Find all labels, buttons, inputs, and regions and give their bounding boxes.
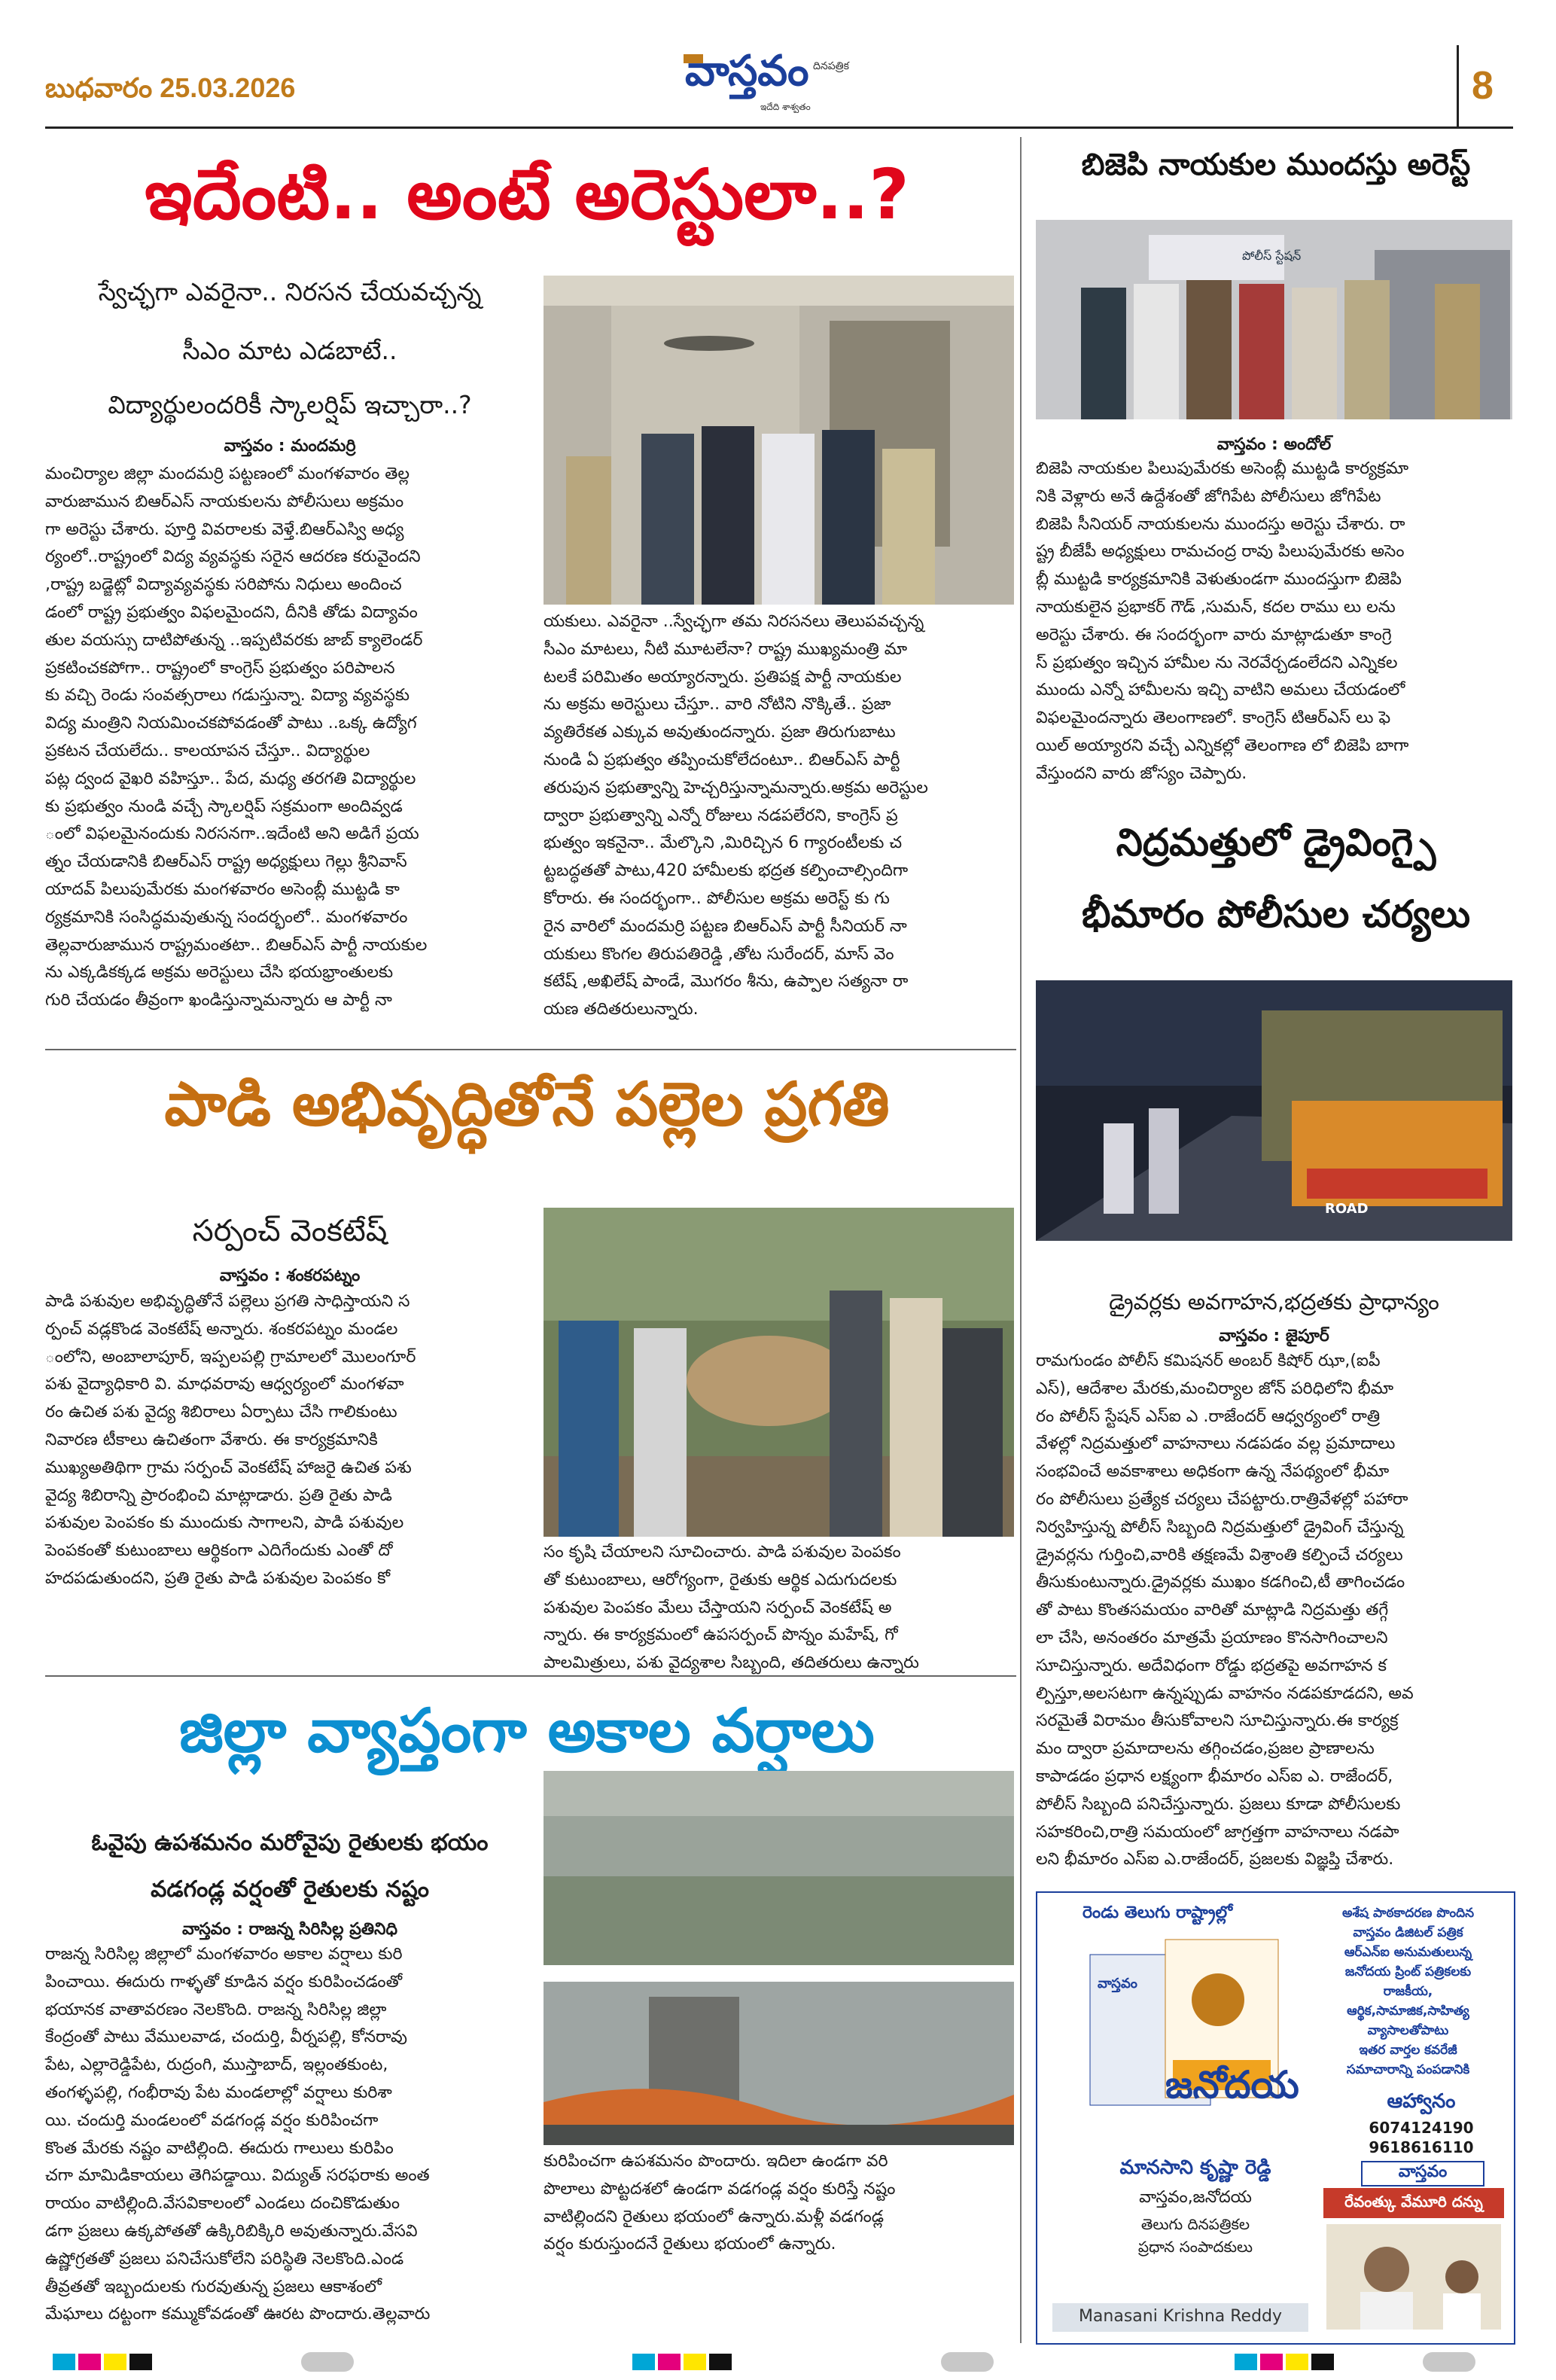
story1-dateline: వాస్తవం : మందమర్రి	[224, 437, 356, 456]
masthead-title: వాస్తవం	[685, 47, 809, 96]
text-line: డంలో రాష్ట్ర ప్రభుత్వం విఫలమైందని, దీనికి తోడు విద్యావం	[45, 602, 418, 622]
story1-col1	[45, 461, 546, 1015]
registration-mark	[1311, 2354, 1334, 2370]
text-line: సరమైతే విరామం తీసుకోవాలని సూచిస్తున్నారు.ఈ కార్యక్ర	[1036, 1711, 1399, 1731]
text-line: ఉష్ణోగ్రతతో ప్రజలు పనిచేసుకోలేని పరిస్థితి నెలకొంది.ఎండ	[45, 2249, 404, 2269]
text-line: కాపాడడం ప్రధాన లక్ష్యంగా భీమారం ఎస్ఐ ఎ. రాజేందర్,	[1036, 1766, 1393, 1786]
story1-subhead-2: సీఎం మాట ఎడబాటే..	[182, 336, 397, 365]
text-line: పాలమిత్రులు, పశు వైద్యశాల సిబ్బంది, తదితరులు ఉన్నారు	[544, 1653, 919, 1673]
text-line: నాయకులైన ప్రభాకర్ గౌడ్ ,సుమన్, కదల రాము లు లను	[1036, 597, 1396, 617]
text-line: లా చేసి, అనంతరం మాత్రమే ప్రయాణం కొనసాగించాలని	[1036, 1628, 1388, 1647]
registration-mark	[53, 2354, 75, 2370]
text-line: రామగుండం పోలీస్ కమిషనర్ అంబర్ కిషోర్ ఝా,(ఐపీ	[1036, 1352, 1381, 1370]
text-line: టలకే పరిమితం అయ్యారన్నారు. ప్రతిపక్ష పార్టీ నాయకుల	[544, 667, 902, 687]
text-line: పేట, ఎల్లారెడ్డిపేట, రుద్రంగి, ముస్తాబాద్, ఇల్లంతకుంట,	[45, 2055, 388, 2075]
story2-dateline: వాస్తవం : అందోల్	[1216, 435, 1332, 454]
text-line: కురిపించగా ఉపశమనం పొందారు. ఇదిలా ఉండగా వరి	[544, 2152, 888, 2171]
ad-editor-name: మానసాని కృష్ణా రెడ్డి	[1119, 2156, 1271, 2179]
ad-mini-paper-title: వాస్తవం	[1098, 1976, 1137, 1991]
story5-photo-rain	[544, 1771, 1014, 1965]
story1-subhead-3: విద్యార్థులందరికీ స్కాలర్షిప్ ఇచ్చారా..?	[108, 390, 472, 419]
text-line: ంలోని, అంబాలాపూర్, ఇప్పలపల్లి గ్రామాలలో మొలంగూర్	[45, 1347, 416, 1367]
text-line: హదపడుతుందని, ప్రతి రైతు పాడి పశువుల పెంపకం కో	[45, 1568, 391, 1588]
text-line: చగా మామిడికాయలు తెగిపడ్డాయి. విద్యుత్ సరఫరాకు అంత	[45, 2166, 430, 2186]
ad-line: వ్యాసాలతోపాటు	[1367, 2023, 1449, 2038]
masthead-tagline: ఇదేది శాశ్వతం	[760, 102, 811, 112]
registration-mark	[1423, 2352, 1475, 2372]
story3-photo	[1036, 980, 1512, 1241]
ad-line: ఆర్ఎన్ఐ అనుమతులున్న	[1344, 1945, 1472, 1960]
text-line: ర్పంచ్ వడ్లకొండ వెంకటేష్ అన్నారు. శంకరపట్నం మండల	[45, 1319, 398, 1339]
story5-photo-tower	[544, 1982, 1014, 2145]
text-line: నికి వెళ్లారు అనే ఉద్దేశంతో జోగిపేట పోలీసులు జోగిపేట	[1036, 486, 1381, 506]
story5-col2	[544, 2148, 1014, 2259]
text-line: తెల్లవారుజామున రాష్ట్రమంతటా.. బిఆర్ఎస్ పార్టీ నాయకుల	[45, 935, 428, 955]
story1-headline: ఇదేంటి.. అంటే అరెస్టులా..?	[145, 154, 909, 235]
story4-subhead: సర్పంచ్ వెంకటేష్	[192, 1214, 388, 1248]
text-line: యిల్ అయ్యారని వచ్చే ఎన్నికల్లో తెలంగాణ లో బిజెపి బాగా	[1036, 736, 1409, 755]
text-line: ట్టబద్ధతతో పాటు,420 హామీలకు భద్రత కల్పించాల్సిందిగా	[544, 861, 909, 881]
text-line: నుండి ఏ ప్రభుత్వం తప్పించుకోలేదంటూ.. బిఆర్ఎస్ పార్టీ	[544, 750, 900, 769]
text-line: తో కుటుంబాలు, ఆరోగ్యంగా, రైతుకు ఆర్థిక ఎదుగుదలకు	[544, 1570, 897, 1589]
column-divider	[1020, 137, 1022, 2343]
text-line: ముందు ఎన్నో హామీలను ఇచ్చి వాటిని అమలు చేయడంలో	[1036, 681, 1405, 700]
story1-photo	[544, 276, 1014, 605]
registration-mark	[709, 2354, 732, 2370]
text-line: ప్రకటన చేయలేదు.. కాలయాపన చేస్తూ.. విద్యార్థుల	[45, 741, 370, 760]
text-line: యకులు. ఎవరైనా ..స్వేచ్ఛగా తమ నిరసనలు తెలుపవచ్చన్న	[544, 612, 924, 631]
ad-editor-org: వాస్తవం,జనోదయ	[1139, 2188, 1252, 2207]
registration-mark	[941, 2352, 994, 2372]
text-line: వేస్తుందని వారు జోస్యం చెప్పారు.	[1036, 763, 1247, 783]
story2-headline: బిజెపి నాయకుల ముందస్తు అరెస్ట్	[1081, 148, 1471, 182]
registration-mark	[104, 2354, 126, 2370]
text-line: సహకరించి,రాత్రి సమయంలో జాగ్రత్తగా వాహనాలు నడపా	[1036, 1822, 1399, 1842]
text-line: యణ తదితరులున్నారు.	[544, 1000, 699, 1019]
text-line: పట్ల ద్వంద వైఖరి వహిస్తూ.. పేద, మధ్య తరగతి విద్యార్థుల	[45, 769, 416, 788]
story3-body	[1036, 1348, 1512, 1874]
registration-mark	[684, 2354, 706, 2370]
text-line: రైన వారిలో మందమర్రి పట్టణ బిఆర్ఎస్ పార్టీ సీనియర్ నా	[544, 916, 907, 936]
ad-call-text: రేవంత్కు వేమూరి దన్ను	[1344, 2193, 1483, 2211]
text-line: వారుజామున బిఆర్ఎస్ నాయకులను పోలీసులు అక్రమం	[45, 492, 404, 511]
text-line: రం ఉచిత పశు వైద్య శిబిరాలు ఏర్పాటు చేసి గాలికుంటు	[45, 1403, 397, 1422]
text-line: ల్పిస్తూ,అలసటగా ఉన్నప్పుడు వాహనం నడపకూడదని, అవ	[1036, 1684, 1414, 1703]
ad-line: సమాచారాన్ని పంపడానికి	[1346, 2062, 1470, 2077]
text-line: వర్షం కురుస్తుందనే రైతులు భయంలో ఉన్నారు.	[544, 2235, 836, 2254]
story5-col1	[45, 1941, 538, 2329]
story3-headline-line2: భీమారం పోలీసుల చర్యలు	[1081, 892, 1470, 936]
section-rule	[45, 1049, 1016, 1050]
text-line: పాడి పశువుల అభివృద్ధితోనే పల్లెలు ప్రగతి సాధిస్తాయని స	[45, 1292, 410, 1311]
registration-mark	[632, 2354, 655, 2370]
text-line: విద్య మంత్రిని నియమించకపోవడంతో పాటు ..ఒక్క ఉద్యోగ	[45, 714, 417, 733]
text-line: వ్యతిరేకత ఎక్కువ అవుతుందన్నారు. ప్రజా తిరుగుబాటు	[544, 723, 896, 742]
text-line: సం కృషి చేయాలని సూచించారు. పాడి పశువుల పెంపకం	[544, 1543, 901, 1562]
text-line: యకులు కొంగల తిరుపతిరెడ్డి ,తోట సురేందర్, మాస్ వెం	[544, 944, 894, 964]
ad-phone-1: 6074124190	[1369, 2119, 1474, 2137]
registration-mark	[1286, 2354, 1308, 2370]
text-line: సంభవించే అవకాశాలు అధికంగా ఉన్న నేపథ్యంలో భీమా	[1036, 1462, 1390, 1482]
text-line: తుల వయస్సు దాటిపోతున్న ..ఇప్పటివరకు జాబ్ క్యాలెండర్	[45, 630, 423, 650]
ad-janodaya-logo: జనోదయ	[1165, 2063, 1299, 2107]
section-rule	[45, 1675, 1016, 1677]
story5-dateline: వాస్తవం : రాజన్న సిరిసిల్ల ప్రతినిధి	[181, 1920, 398, 1939]
ad-footer-name: Manasani Krishna Reddy	[1078, 2307, 1283, 2326]
story2-body	[1036, 456, 1512, 788]
text-line: పెంపకంతో కుటుంబాలు ఆర్థికంగా ఎదిగేందుకు ఎంతో దో	[45, 1541, 393, 1561]
text-line: స్ ప్రభుత్వం ఇచ్చిన హామీల ను నెరవేర్చడంలేదని ఎన్నికల	[1036, 653, 1398, 672]
story4-headline: పాడి అభివృద్ధితోనే పల్లెల ప్రగతి	[164, 1069, 890, 1139]
ad-right-copy	[1308, 1903, 1508, 2080]
text-line: యాదవ్ పిలుపుమేరకు మంగళవారం అసెంబ్లీ ముట్టడి కా	[45, 879, 400, 899]
ad-phone-2: 9618616110	[1369, 2138, 1474, 2156]
text-line: బ్లీ ముట్టడి కార్యక్రమానికి వెళుతుండగా ముందస్తుగా బిజెపి	[1036, 570, 1402, 590]
text-line: కు ప్రభుత్వం నుండి వచ్చే స్కాలర్షిప్ సక్రమంగా అందివ్వడ	[45, 797, 403, 816]
story2-photo-label: పోలీస్ స్టేషన్	[1242, 248, 1302, 263]
text-line: తో పాటు కొంతసమయం వారితో మాట్లాడి నిద్రమత్తు తగ్గే	[1036, 1601, 1389, 1620]
text-line: కోరారు. ఈ సందర్భంగా.. పోలీసుల అక్రమ అరెస్ట్ కు గు	[544, 888, 890, 908]
ad-line: జనోదయ ప్రింట్ పత్రికలకు	[1344, 1964, 1472, 1979]
story5-headline: జిల్లా వ్యాప్తంగా అకాల వర్షాలు	[179, 1696, 875, 1766]
text-line: డ్రైవర్లను గుర్తించి,వారికి తక్షణమే విశ్రాంతి కల్పించే చర్యలు	[1036, 1545, 1403, 1565]
ad-desc-1: తెలుగు దినపత్రికల	[1140, 2215, 1250, 2233]
registration-mark	[658, 2354, 681, 2370]
ad-line: ఆర్థిక,సామాజిక,సాహిత్య	[1347, 2004, 1469, 2019]
text-line: రాయం వాటిల్లింది.వేసవికాలంలో ఎండలు దంచికొడుతుం	[45, 2194, 400, 2214]
ad-top-left: రెండు తెలుగు రాష్ట్రాల్లో	[1083, 1903, 1233, 1922]
story5-subhead-1: ఓవైపు ఉపశమనం మరోవైపు రైతులకు భయం	[91, 1830, 489, 1856]
text-line: పొలాలు పొట్టదశలో ఉండగా వడగండ్ల వర్షం కురిస్తే నష్టం	[544, 2179, 896, 2199]
text-line: వాటిల్లిందని రైతులు భయంలో ఉన్నారు.మళ్లీ వడగండ్ల	[544, 2207, 885, 2226]
text-line: ంలో విఫలమైనందుకు నిరసనగా..ఇదేంటి అని అడిగే ప్రయ	[45, 824, 419, 844]
text-line: మం ద్వారా ప్రమాదాలను తగ్గించడం,ప్రజల ప్రాణాలను	[1036, 1739, 1375, 1759]
story4-col1	[45, 1288, 538, 1593]
text-line: భుత్వం ఇకనైనా.. మేల్కొని ,మిరిచ్చిన 6 గ్యారంటీలకు చ	[544, 833, 903, 853]
text-line: రాజన్న సిరిసిల్ల జిల్లాలో మంగళవారం అకాల వర్షాలు కురి	[45, 1945, 403, 1964]
text-line: కటేష్ ,అఖిలేష్ పాండే, మొగరం శీను, ఉప్పాల సత్యనా రా	[544, 972, 909, 992]
story4-dateline: వాస్తవం : శంకరపట్నం	[219, 1266, 361, 1285]
ad-line: అశేష పాఠకాదరణ పొందిన	[1341, 1906, 1475, 1921]
text-line: పోలీస్ సిబ్బంది పనిచేస్తున్నారు. ప్రజలు కూడా పోలీసులకు	[1036, 1794, 1401, 1814]
story4-col2	[544, 1539, 1014, 1678]
ad-desc-2: ప్రధాన సంపాదకులు	[1137, 2238, 1253, 2256]
text-line: అరెస్టు చేశారు. ఈ సందర్భంగా వారు మాట్లాడుతూ కాంగ్రె	[1036, 625, 1392, 645]
registration-mark	[78, 2354, 101, 2370]
issue-date: బుధవారం 25.03.2026	[45, 72, 296, 103]
ad-line: రాజకీయ,	[1383, 1984, 1433, 1999]
registration-mark	[129, 2354, 152, 2370]
text-line: పించాయి. ఈదురు గాళ్ళతో కూడిన వర్షం కురిపించడంతో	[45, 1972, 403, 1991]
text-line: ర్యంలో..రాష్ట్రంలో విద్య వ్యవస్థకు సరైన ఆదరణ కరువైందని	[45, 547, 421, 567]
text-line: కొంత మేరకు నష్టం వాటిల్లింది. ఈదురు గాలులు కురిపిం	[45, 2138, 394, 2158]
text-line: పశువుల పెంపకం కు ముందుకు సాగాలని, పాడి పశువుల	[45, 1513, 404, 1533]
text-line: మేఘాలు దట్టంగా కమ్ముకోవడంతో ఊరట పొందారు.తెల్లవారు	[45, 2305, 431, 2324]
text-line: తరుపున ప్రభుత్వాన్ని హెచ్చరిస్తున్నామన్నారు.అక్రమ అరెస్టుల	[544, 778, 928, 797]
text-line: ప్రకటించకపోగా.. రాష్ట్రంలో కాంగ్రెస్ ప్రభుత్వం పరిపాలన	[45, 658, 395, 678]
text-line: సూచిస్తున్నారు. అదేవిధంగా రోడ్డు భద్రతపై అవగాహన క	[1036, 1656, 1387, 1675]
ad-invite: ఆహ్వానం	[1387, 2090, 1456, 2113]
text-line: యి. చందుర్తి మండలంలో వడగండ్ల వర్షం కురిపించగా	[45, 2110, 379, 2130]
text-line: తీవ్రతతో ఇబ్బందులకు గురవుతున్న ప్రజలు ఆకాశంలో	[45, 2277, 382, 2296]
text-line: తీసుకుంటున్నారు.డ్రైవర్లకు ముఖం కడగించి,టీ తాగించడం	[1036, 1573, 1405, 1592]
text-line: న్నారు. ఈ కార్యక్రమంలో ఉపసర్పంచ్ పొన్నం మహేష్, గో	[544, 1626, 898, 1645]
text-line: రం పోలీస్ స్టేషన్ ఎస్ఐ ఎ .రాజేందర్ ఆధ్వర్యంలో రాత్రి	[1036, 1406, 1381, 1426]
text-line: ద్వారా ప్రభుత్వాన్ని ఎన్నో రోజులు నడపలేరని, కాంగ్రెస్ ప్ర	[544, 806, 898, 825]
text-line: కేంద్రంతో పాటు వేములవాడ, చందుర్తి, వీర్నపల్లి, కోనరావు	[45, 2028, 407, 2047]
header-rule	[45, 126, 1513, 129]
text-line: ఎస్), ఆదేశాల మేరకు,మంచిర్యాల జోన్ పరిధిలోని భీమా	[1036, 1379, 1394, 1398]
text-line: ష్ట్ర బీజేపీ అధ్యక్షులు రామచంద్ర రావు పిలుపుమేరకు అసెం	[1036, 542, 1405, 562]
text-line: పశువుల పెంపకం మేలు చేస్తాయని సర్పంచ్ వెంకటేష్ అ	[544, 1598, 892, 1617]
text-line: బిజెపి సీనియర్ నాయకులను ముందస్తు అరెస్టు చేశారు. రా	[1036, 514, 1405, 534]
story3-dateline: వాస్తవం : జైపూర్	[1219, 1327, 1329, 1345]
story1-subhead-1: స్వేచ్ఛగా ఎవరైనా.. నిరసన చేయవచ్చన్న	[98, 277, 482, 306]
registration-mark	[1260, 2354, 1283, 2370]
text-line: వైద్య శిబిరాన్ని ప్రారంభించి మాట్లాడారు. ప్రతి రైతు పాడి	[45, 1486, 392, 1505]
text-line: ను అక్రమ అరెస్టులు చేస్తూ.. వారి నోటిని నొక్కితే.. ప్రజా	[544, 695, 891, 715]
text-line: కు వచ్చి రెండు సంవత్సరాలు గడుస్తున్నా. విద్యా వ్యవస్థకు	[45, 686, 410, 705]
text-line: గా అరెస్టు చేశారు. పూర్తి వివరాలకు వెళ్తే.బిఆర్ఎస్వి అధ్య	[45, 520, 404, 539]
text-line: భయానక వాతావరణం నెలకొంది. రాజన్న సిరిసిల్ల జిల్లా	[45, 2000, 387, 2019]
text-line: ,రాష్ట్ర బడ్జెట్లో విద్యావ్యవస్థకు సరిపోను నిధులు అందించ	[45, 575, 402, 595]
registration-mark	[301, 2352, 354, 2372]
ad-brand-small: వాస్తవం	[1361, 2161, 1484, 2186]
text-line: డగా ప్రజలు ఉక్కపోతతో ఉక్కిరిబిక్కిరి అవుతున్నారు.వేసవి	[45, 2221, 418, 2241]
text-line: విఫలమైందన్నారు తెలంగాణలో. కాంగ్రెస్ టిఆర్ఎస్ లు ఫె	[1036, 709, 1391, 728]
text-line: నివారణ టీకాలు ఉచితంగా వేశారు. ఈ కార్యక్రమానికి	[45, 1430, 378, 1449]
story5-subhead-2: వడగండ్ల వర్షంతో రైతులకు నష్టం	[151, 1876, 429, 1903]
text-line: తంగళ్ళపల్లి, గంభీరావు పేట మండలాల్లో వర్షాలు కురిశా	[45, 2083, 392, 2102]
text-line: గురి చేయడం తీవ్రంగా ఖండిస్తున్నామన్నారు ఆ పార్టీ నా	[45, 991, 392, 1010]
text-line: ముఖ్యఅతిథిగా గ్రామ సర్పంచ్ వెంకటేష్ హాజరై ఉచిత పశు	[45, 1458, 412, 1477]
story4-photo	[544, 1208, 1014, 1537]
page-number: 8	[1472, 64, 1494, 108]
registration-mark	[1235, 2354, 1257, 2370]
truck-label: ROAD	[1325, 1201, 1369, 1217]
text-line: బిజెపి నాయకుల పిలుపుమేరకు అసెంబ్లీ ముట్టడి కార్యక్రమా	[1036, 459, 1409, 478]
ad-line: ఇతర వార్తల కవరేజీ	[1359, 2043, 1457, 2058]
text-line: నిర్వహిస్తున్న పోలీస్ సిబ్బంది నిద్రమత్తులో డ్రైవింగ్ చేస్తున్న	[1036, 1517, 1404, 1537]
text-line: పశు వైద్యాధికారి వి. మాధవరావు ఆధ్వర్యంలో మంగళవా	[45, 1375, 404, 1394]
text-line: వేళల్లో నిద్రమత్తులో వాహనాలు నడపడం వల్ల ప్రమాదాలు	[1036, 1434, 1396, 1454]
text-line: ను ఎక్కడికక్కడ అక్రమ అరెస్టులు చేసి భయభ్రాంతులకు	[45, 963, 394, 983]
masthead-subtitle: దినపత్రిక	[813, 60, 849, 72]
text-line: సీఎం మాటలు, నీటి మూటలేనా? రాష్ట్ర ముఖ్యమంత్రి మా	[544, 639, 908, 659]
advertisement	[1036, 1891, 1515, 2345]
ad-line: వాస్తవం డిజిటల్ పత్రిక	[1353, 1925, 1463, 1940]
text-line: త్నం చేయడానికి బిఆర్ఎస్ రాష్ట్ర అధ్యక్షులు గెల్లు శ్రీనివాస్	[45, 852, 407, 872]
text-line: రం పోలీసులు ప్రత్యేక చర్యలు చేపట్టారు.రాత్రివేళల్లో పహారా	[1036, 1489, 1408, 1509]
text-line: లని భీమారం ఎస్ఐ ఎ.రాజేందర్, ప్రజలకు విజ్ఞప్తి చేశారు.	[1036, 1850, 1394, 1870]
page-number-divider	[1457, 45, 1459, 128]
story3-caption: డ్రైవర్లకు అవగాహన,భద్రతకు ప్రాధాన్యం	[1109, 1289, 1439, 1315]
text-line: ర్యక్రమానికి సంసిద్ధమవుతున్న సందర్భంలో.. మంగళవారం	[45, 907, 408, 927]
story1-col2	[544, 608, 1014, 1024]
ad-portrait	[1326, 2224, 1501, 2330]
text-line: మంచిర్యాల జిల్లా మందమర్రి పట్టణంలో మంగళవారం తెల్ల	[45, 465, 410, 483]
story3-headline-line1: నిద్రమత్తులో డ్రైవింగ్పై	[1116, 821, 1436, 864]
